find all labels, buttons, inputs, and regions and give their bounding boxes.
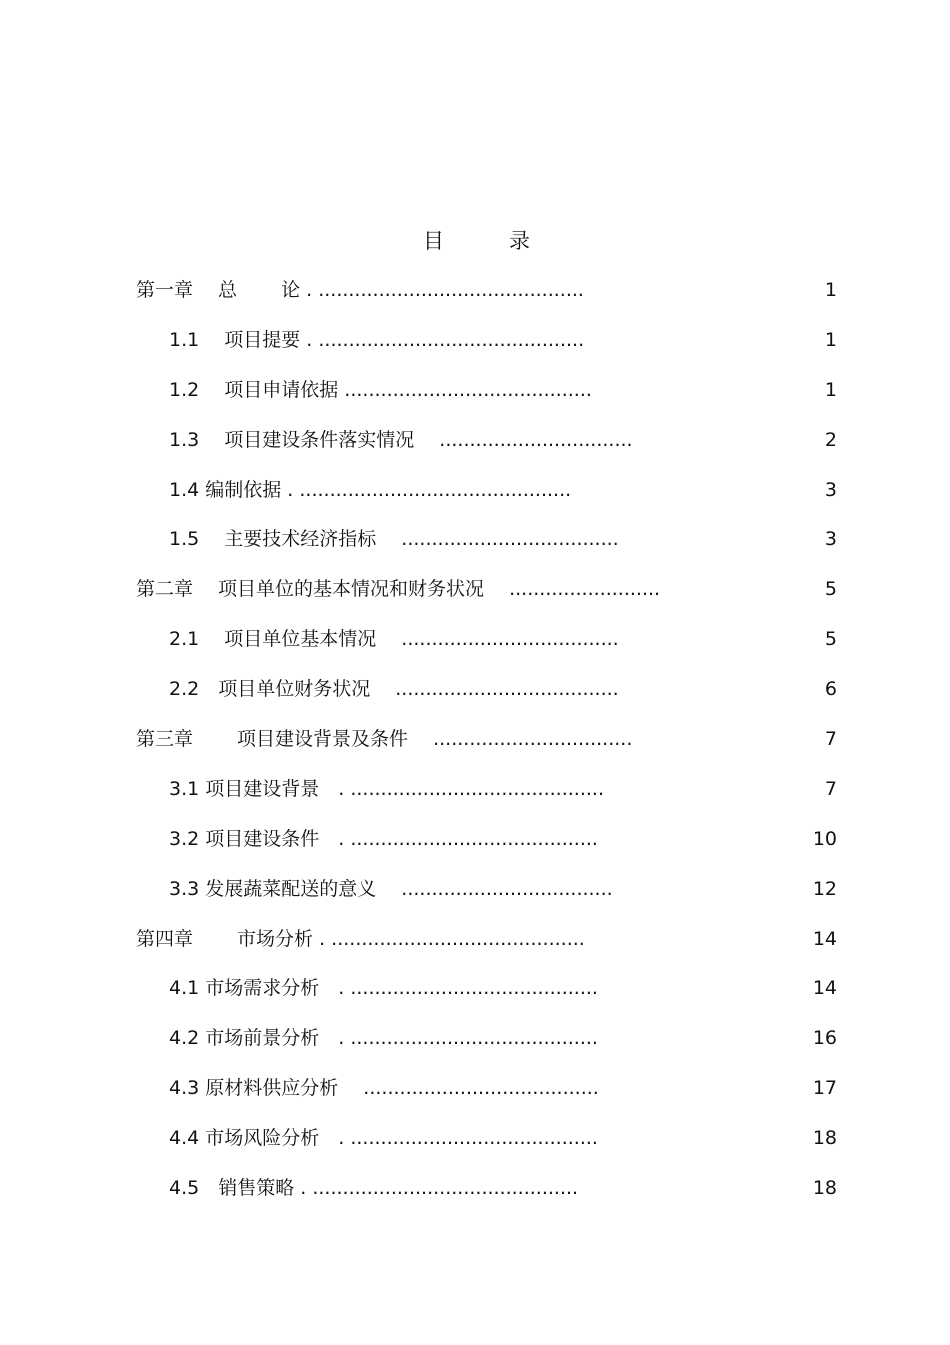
toc-entry-page-number: 10 [812,827,837,850]
toc-entry-text: 3.1 项目建设背景 . .......................................... [169,777,604,800]
toc-entry-text: 2.1 项目单位基本情况 .................................... [169,628,619,651]
toc-entry-page-number: 5 [824,628,837,651]
toc-entry[interactable] [0,574,950,624]
toc-entry-text: 第一章 总 论 . ............................................ [136,279,584,301]
toc-entry[interactable] [0,774,950,824]
toc-entry-text: 3.2 项目建设条件 . ......................................... [169,827,598,850]
toc-entry[interactable] [0,674,950,724]
toc-entry-text: 第三章 项目建设背景及条件 ................................. [136,728,633,751]
toc-entry[interactable] [0,425,950,475]
toc-entry-page-number: 14 [812,927,837,950]
toc-entry[interactable] [0,1173,950,1223]
toc-entry-text: 2.2 项目单位财务状况 ..................................... [169,678,619,701]
toc-entry-page-number: 1 [824,279,837,301]
toc-entry-text: 4.4 市场风险分析 . ......................................... [169,1127,598,1150]
toc-entry[interactable] [0,624,950,674]
toc-entry-page-number: 2 [824,428,837,451]
toc-entry-page-number: 16 [812,1027,837,1050]
toc-entry[interactable] [0,724,950,774]
toc-entry-page-number: 1 [824,328,837,351]
toc-entry[interactable] [0,375,950,425]
toc-list [0,275,950,1223]
toc-entry-text: 第四章 市场分析 . .......................................... [136,927,585,950]
toc-entry[interactable] [0,973,950,1023]
toc-entry-text: 4.3 原材料供应分析 ....................................... [169,1077,599,1100]
toc-entry[interactable] [0,1123,950,1173]
toc-entry[interactable] [0,924,950,974]
toc-entry-page-number: 12 [812,877,837,900]
toc-entry-page-number: 7 [824,728,837,751]
toc-entry[interactable] [0,874,950,924]
toc-entry-text: 1.2 项目申请依据 ......................................... [169,378,592,401]
toc-entry-text: 4.2 市场前景分析 . ......................................... [169,1027,598,1050]
toc-entry[interactable] [0,524,950,574]
toc-entry-text: 4.1 市场需求分析 . ......................................... [169,977,598,1000]
toc-entry[interactable] [0,1023,950,1073]
toc-entry-text: 1.4 编制依据 . ............................................. [169,478,572,501]
toc-entry[interactable] [0,1073,950,1123]
toc-entry-text: 4.5 销售策略 . ............................................ [169,1177,579,1200]
toc-entry-page-number: 17 [812,1077,837,1100]
toc-entry[interactable] [0,325,950,375]
toc-entry-page-number: 18 [812,1127,837,1150]
toc-entry-text: 1.1 项目提要 . ............................................ [169,328,585,351]
toc-entry-page-number: 18 [812,1177,837,1200]
toc-entry-page-number: 1 [824,378,837,401]
toc-entry-page-number: 14 [812,977,837,1000]
toc-entry-page-number: 6 [824,678,837,701]
toc-entry-page-number: 3 [824,528,837,551]
toc-entry[interactable] [0,275,950,325]
toc-title: 目 录 [423,229,552,253]
toc-entry[interactable] [0,824,950,874]
toc-entry-page-number: 3 [824,478,837,501]
toc-entry-text: 第二章 项目单位的基本情况和财务状况 ......................... [136,578,661,601]
toc-entry-page-number: 7 [824,777,837,800]
toc-entry[interactable] [0,475,950,525]
toc-entry-page-number: 5 [824,578,837,601]
toc-entry-text: 1.5 主要技术经济指标 .................................... [169,528,619,551]
toc-entry-text: 3.3 发展蔬菜配送的意义 ................................... [169,877,613,900]
toc-entry-text: 1.3 项目建设条件落实情况 ................................ [169,428,633,451]
